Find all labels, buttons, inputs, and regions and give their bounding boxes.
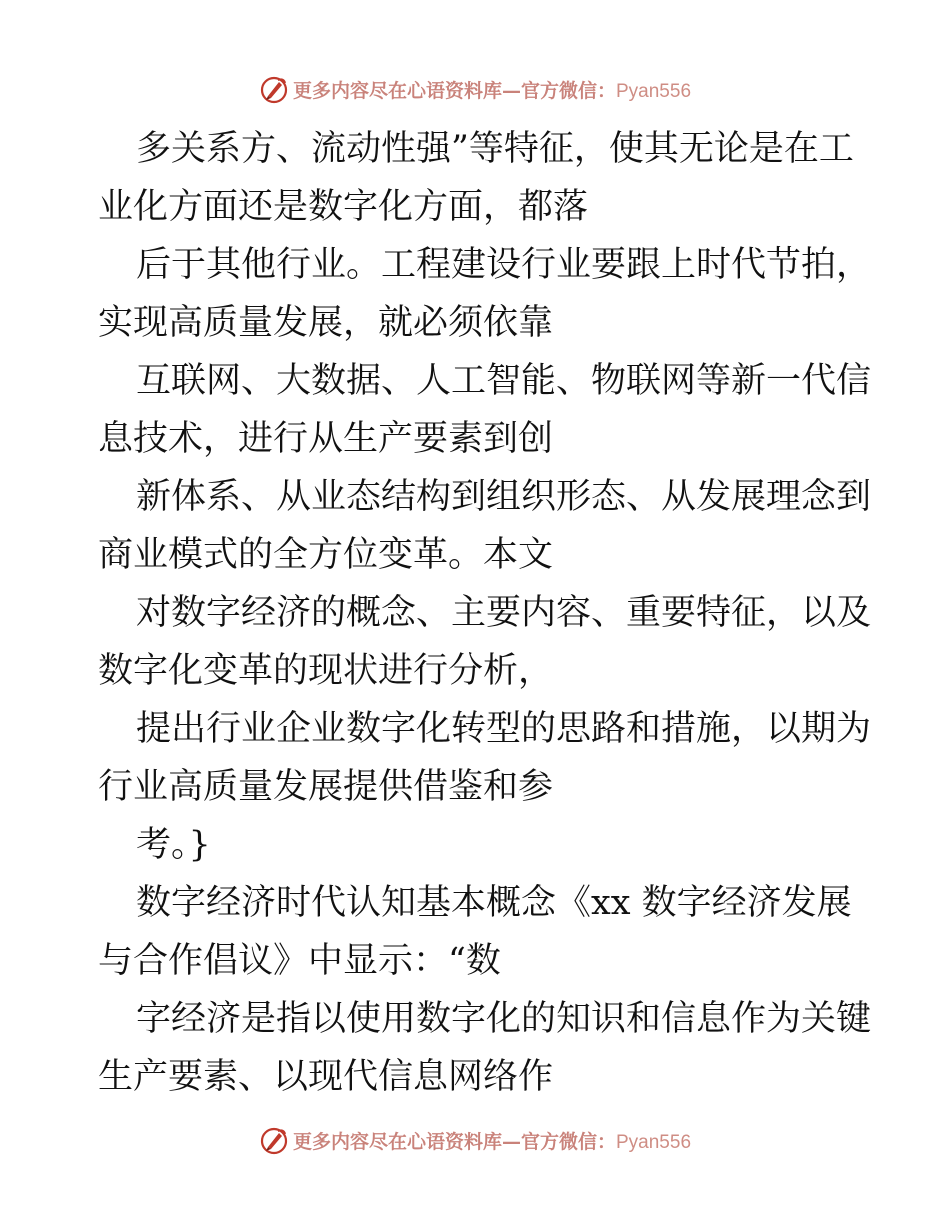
text-line: 数字化变革的现状进行分析， xyxy=(98,651,554,691)
pen-logo-icon xyxy=(259,74,289,104)
text-line: 多关系方、流动性强”等特征，使其无论是在工 xyxy=(136,129,854,169)
text-line: 新体系、从业态结构到组织形态、从发展理念到 xyxy=(136,477,872,517)
text-line: 实现高质量发展，就必须依靠 xyxy=(98,303,554,343)
text-line: 互联网、大数据、人工智能、物联网等新一代信 xyxy=(136,361,872,401)
text-line: 与合作倡议》中显示：“数 xyxy=(98,941,501,981)
footer-watermark xyxy=(0,1123,950,1157)
header-watermark-text: 更多内容尽在心语资料库—官方微信：Pyan556 xyxy=(292,79,692,102)
text-line: 业化方面还是数字化方面，都落 xyxy=(98,187,589,227)
body-text xyxy=(98,120,872,1106)
text-line: 息技术，进行从生产要素到创 xyxy=(98,419,554,459)
text-line: 生产要素、以现代信息网络作 xyxy=(98,1057,554,1097)
text-line: 行业高质量发展提供借鉴和参 xyxy=(98,767,554,807)
header-watermark xyxy=(0,72,950,106)
text-line: 商业模式的全方位变革。本文 xyxy=(98,535,554,575)
footer-watermark-text: 更多内容尽在心语资料库—官方微信：Pyan556 xyxy=(292,1130,692,1153)
text-line: 数字经济时代认知基本概念《xx 数字经济发展 xyxy=(136,883,852,923)
text-line: 后于其他行业。工程建设行业要跟上时代节拍， xyxy=(136,245,872,285)
pen-logo-icon xyxy=(259,1125,289,1155)
text-line: 提出行业企业数字化转型的思路和措施，以期为 xyxy=(136,709,872,749)
text-line: 考。} xyxy=(136,825,211,865)
text-line: 对数字经济的概念、主要内容、重要特征，以及 xyxy=(136,593,872,633)
text-line: 字经济是指以使用数字化的知识和信息作为关键 xyxy=(136,999,872,1039)
